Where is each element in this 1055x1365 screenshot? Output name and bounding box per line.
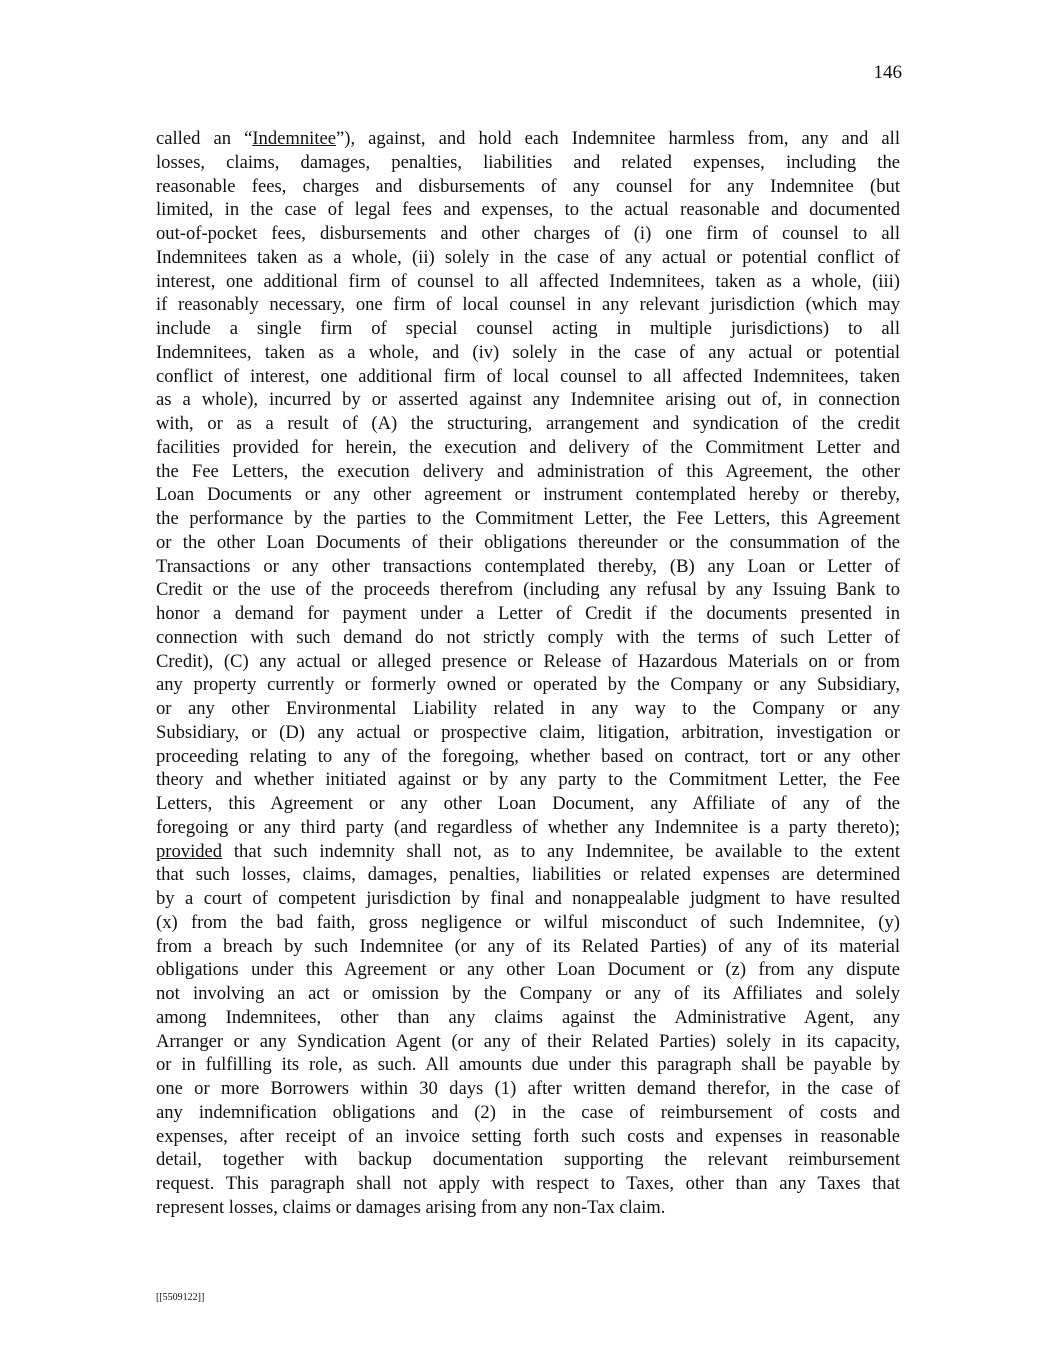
text-line: Credit), (C) any actual or alleged presence or Release of Hazardous Materials on or from xyxy=(156,650,900,672)
text-line: Credit or the use of the proceeds therefrom (including any refusal by any Issuing Bank to xyxy=(156,579,900,601)
text-segment: ”), against, and hold each Indemnitee harmless from, any and all xyxy=(336,128,900,149)
text-line: expenses, after receipt of an invoice setting forth such costs and expenses in reasonable xyxy=(156,1125,900,1147)
text-line: Subsidiary, or (D) any actual or prospective claim, litigation, arbitration, investigation or xyxy=(156,721,900,743)
text-line: detail, together with backup documentation supporting the relevant reimbursement xyxy=(156,1149,900,1171)
text-line: conflict of interest, one additional firm of local counsel to all affected Indemnitees, taken xyxy=(156,365,900,387)
text-line: Indemnitees taken as a whole, (ii) solely in the case of any actual or potential conflict of xyxy=(156,246,900,268)
text-line: proceeding relating to any of the foregoing, whether based on contract, tort or any other xyxy=(156,745,900,767)
defined-term-indemnitee: Indemnitee xyxy=(252,128,336,149)
text-line: if reasonably necessary, one firm of local counsel in any relevant jurisdiction (which may xyxy=(156,294,900,316)
defined-term-provided: provided xyxy=(156,840,223,862)
text-line: connection with such demand do not strictly comply with the terms of such Letter of xyxy=(156,626,900,648)
text-line: not involving an act or omission by the Company or any of its Affiliates and solely xyxy=(156,983,900,1004)
text-segment: that such indemnity shall not, as to any Indemnitee, be available to the extent xyxy=(222,840,900,862)
text-line: theory and whether initiated against or by any party to the Commitment Letter, the Fee xyxy=(156,769,900,791)
text-line: include a single firm of special counsel acting in multiple jurisdictions) to all xyxy=(156,318,900,339)
page-number: 146 xyxy=(873,62,902,83)
text-line: obligations under this Agreement or any other Loan Document or (z) from any dispute xyxy=(156,959,900,981)
text-line: losses, claims, damages, penalties, liabilities and related expenses, including the xyxy=(156,151,900,173)
text-line: request. This paragraph shall not apply with respect to Taxes, other than any Taxes that xyxy=(156,1173,900,1194)
text-line: with, or as a result of (A) the structuring, arrangement and syndication of the credit xyxy=(156,413,900,434)
text-line: (x) from the bad faith, gross negligence or wilful misconduct of such Indemnitee, (y) xyxy=(156,911,900,933)
document-id-footer: [[5509122]] xyxy=(156,1292,205,1303)
text-segment: called an “ xyxy=(156,128,253,149)
text-line: one or more Borrowers within 30 days (1) after written demand therefor, in the case of xyxy=(156,1078,900,1099)
text-line: represent losses, claims or damages arising from any non-Tax claim. xyxy=(156,1196,666,1218)
text-line: Arranger or any Syndication Agent (or any of their Related Parties) solely in its capacity, xyxy=(156,1030,900,1052)
text-line: facilities provided for herein, the execution and delivery of the Commitment Letter and xyxy=(156,436,900,458)
text-line: any indemnification obligations and (2) in the case of reimbursement of costs and xyxy=(156,1101,900,1123)
text-line: as a whole), incurred by or asserted against any Indemnitee arising out of, in connection xyxy=(156,389,900,411)
text-line: interest, one additional firm of counsel to all affected Indemnitees, taken as a whole, (iii) xyxy=(156,270,900,292)
text-line: among Indemnitees, other than any claims against the Administrative Agent, any xyxy=(156,1006,900,1028)
text-line: limited, in the case of legal fees and expenses, to the actual reasonable and documented xyxy=(156,199,900,221)
text-line: Indemnitees, taken as a whole, and (iv) solely in the case of any actual or potential xyxy=(156,341,900,363)
text-line: Loan Documents or any other agreement or instrument contemplated hereby or thereby, xyxy=(156,484,900,506)
text-line xyxy=(156,127,900,151)
text-line: honor a demand for payment under a Letter of Credit if the documents presented in xyxy=(156,603,900,624)
text-line: the Fee Letters, the execution delivery and administration of this Agreement, the other xyxy=(156,460,900,482)
text-line: Letters, this Agreement or any other Loan Document, any Affiliate of any of the xyxy=(156,793,900,814)
text-line: any property currently or formerly owned or operated by the Company or any Subsidiary, xyxy=(156,674,900,696)
text-line: from a breach by such Indemnitee (or any of its Related Parties) of any of its material xyxy=(156,935,900,957)
text-line: Transactions or any other transactions contemplated thereby, (B) any Loan or Letter of xyxy=(156,555,900,577)
text-line: by a court of competent jurisdiction by final and nonappealable judgment to have resulted xyxy=(156,888,900,909)
text-line: out-of-pocket fees, disbursements and other charges of (i) one firm of counsel to all xyxy=(156,223,900,244)
text-line: reasonable fees, charges and disbursements of any counsel for any Indemnitee (but xyxy=(156,175,900,197)
text-line: or in fulfilling its role, as such. All amounts due under this paragraph shall be payable by xyxy=(156,1054,900,1076)
text-line: that such losses, claims, damages, penalties, liabilities or related expenses are determined xyxy=(156,864,900,886)
text-line: the performance by the parties to the Commitment Letter, the Fee Letters, this Agreement xyxy=(156,508,900,529)
indemnity-paragraph xyxy=(156,127,900,1220)
text-line xyxy=(156,840,900,864)
text-line: or the other Loan Documents of their obligations thereunder or the consummation of the xyxy=(156,531,900,553)
text-line: or any other Environmental Liability related in any way to the Company or any xyxy=(156,698,900,719)
text-line: foregoing or any third party (and regardless of whether any Indemnitee is a party thereto); xyxy=(156,816,900,838)
